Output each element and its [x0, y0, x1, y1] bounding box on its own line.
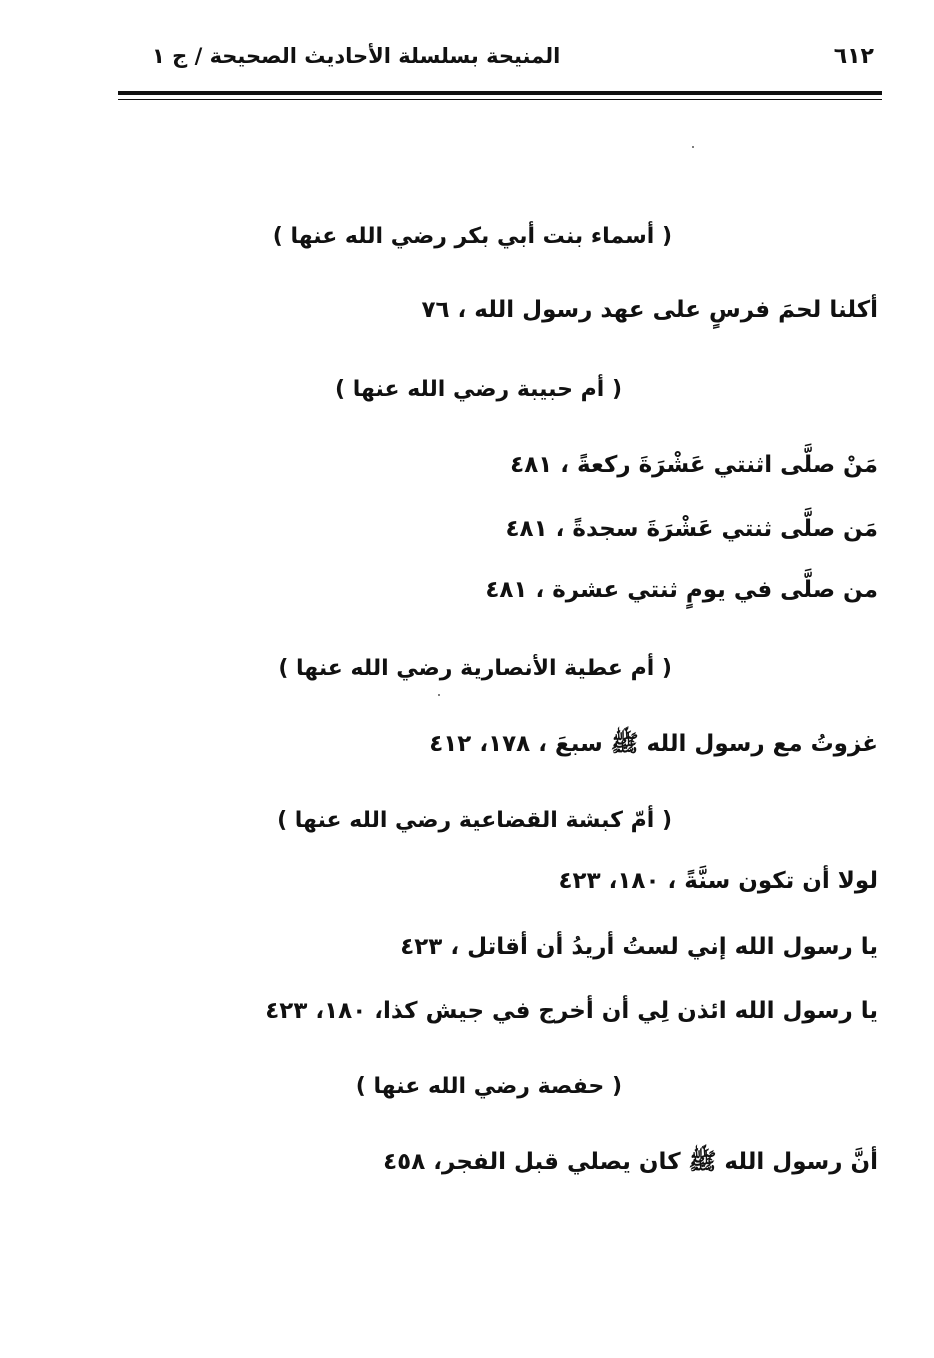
section-heading-asma: ( أسماء بنت أبي بكر رضي الله عنها ): [272, 224, 672, 249]
section-heading-umm-habiba: ( أم حبيبة رضي الله عنها ): [335, 377, 622, 402]
hadith-entry: أنَّ رسول الله ﷺ كان يصلي قبل الفجر، ٤٥٨: [383, 1149, 878, 1175]
hadith-entry: مَن صلَّى ثنتي عَشْرَةَ سجدةً ، ٤٨١: [505, 516, 878, 542]
section-heading-umm-atiyya: ( أم عطية الأنصارية رضي الله عنها ): [278, 656, 672, 681]
hadith-entry: من صلَّى في يومٍ ثنتي عشرة ، ٤٨١: [485, 577, 878, 603]
hadith-entry: يا رسول الله إني لستُ أريدُ أن أقاتل ، ٤٢٣: [400, 934, 878, 960]
scan-speck: [692, 146, 694, 148]
section-heading-umm-kabsha: ( أمّ كبشة القضاعية رضي الله عنها ): [277, 808, 672, 833]
hadith-entry: مَنْ صلَّى اثنتي عَشْرَةَ ركعةً ، ٤٨١: [510, 452, 878, 478]
section-heading-hafsa: ( حفصة رضي الله عنها ): [355, 1074, 622, 1099]
header-rule-thin: [118, 99, 882, 100]
scan-speck: [438, 694, 440, 696]
running-header: [118, 40, 882, 84]
book-title: المنيحة بسلسلة الأحاديث الصحيحة / ج ١: [152, 44, 561, 68]
hadith-entry: لولا أن تكون سنَّةً ، ١٨٠، ٤٢٣: [558, 868, 878, 894]
hadith-entry: يا رسول الله ائذن لِي أن أخرج في جيش كذا، ١٨٠، ٤٢٣: [265, 998, 878, 1024]
page-number: ٦١٢: [833, 44, 874, 69]
hadith-entry: غزوتُ مع رسول الله ﷺ سبعَ ، ١٧٨، ٤١٢: [429, 731, 878, 757]
header-rule-thick: [118, 91, 882, 95]
hadith-entry: أكلنا لحمَ فرسٍ على عهد رسول الله ، ٧٦: [421, 297, 878, 323]
